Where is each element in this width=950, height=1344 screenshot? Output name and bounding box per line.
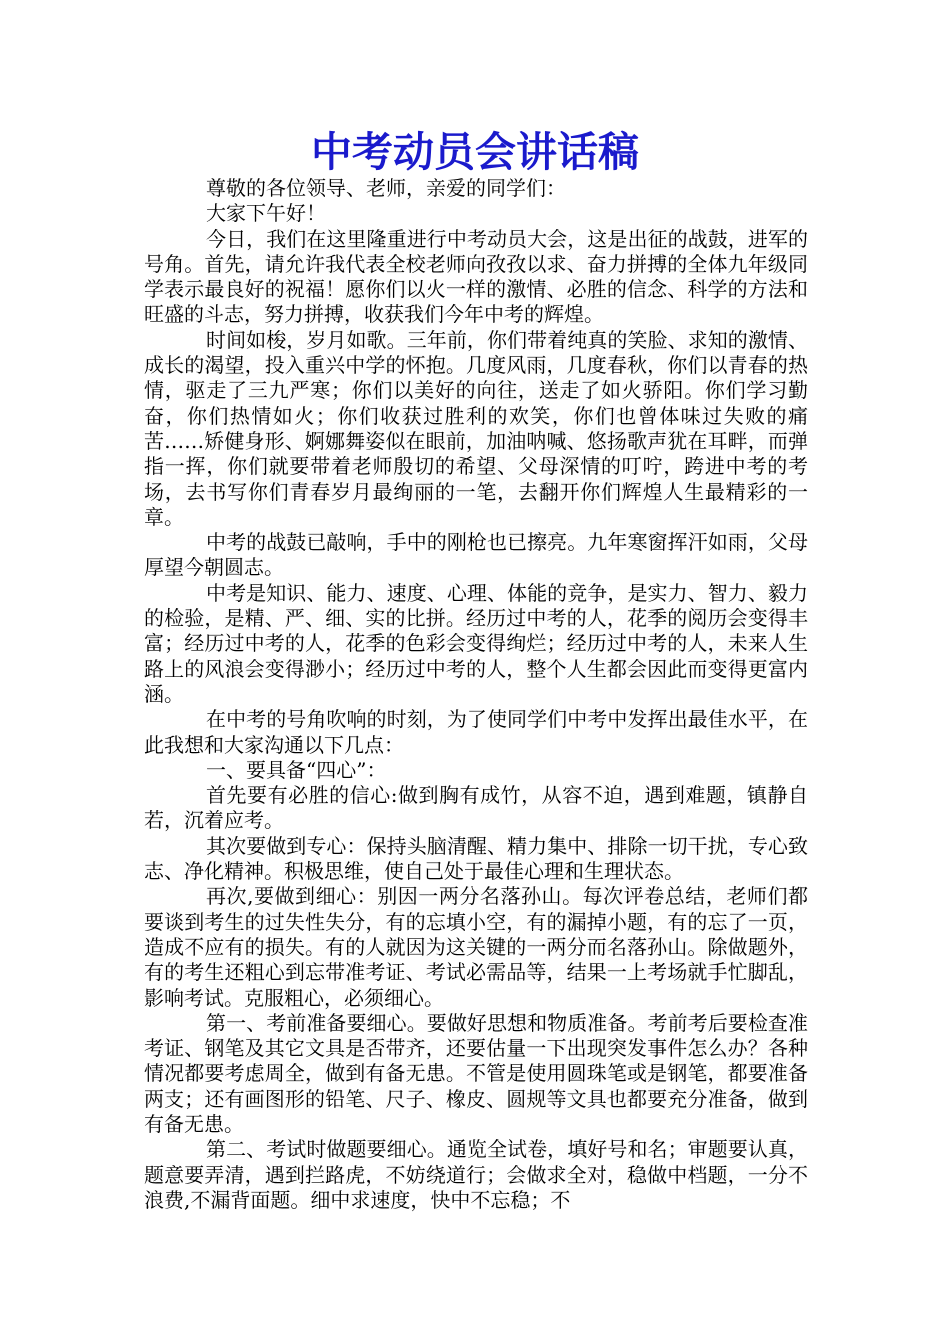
document-title: 中考动员会讲话稿 bbox=[311, 128, 639, 176]
paragraph: 第一、考前准备要细心。要做好思想和物质准备。考前考后要检查准考证、钢笔及其它文具是否带齐，还要估量一下出现突发事件怎么办？各种情况都要考虑周全，做到有备无患。不管是使用圆珠笔或是钢笔，都要准备两支；还有画图形的铅笔、尺子、橡皮、圆规等文具也都要充分准备，做到有备无患。 bbox=[144, 1010, 808, 1136]
salutation: 尊敬的各位领导、老师，亲爱的同学们： bbox=[206, 176, 566, 200]
greeting: 大家下午好！ bbox=[206, 201, 326, 226]
paragraph: 在中考的号角吹响的时刻，为了使同学们中考中发挥出最佳水平，在此我想和大家沟通以下几点： bbox=[144, 707, 808, 757]
paragraph: 其次要做到专心：保持头脑清醒、精力集中、排除一切干扰，专心致志、净化精神。积极思维，使自己处于最佳心理和生理状态。 bbox=[144, 833, 808, 884]
paragraph: 中考的战鼓已敲响，手中的刚枪也已擦亮。九年寒窗挥汗如雨，父母厚望今朝圆志。 bbox=[144, 530, 808, 580]
paragraph: 时间如梭，岁月如歌。三年前，你们带着纯真的笑脸、求知的激情、成长的渴望，投入重兴中学的怀抱。几度风雨，几度春秋，你们以青春的热情，驱走了三九严寒；你们以美好的向往，送走了如火骄阳。你们学习勤奋，你们热情如火；你们收获过胜利的欢笑，你们也曾体味过失败的痛苦……矫健身形、婀娜舞姿似在眼前，加油呐喊、悠扬歌声犹在耳畔，而弹指一挥，你们就要带着老师殷切的希望、父母深情的叮咛，跨进中考的考场，去书写你们青春岁月最绚丽的一笔，去翻开你们辉煌人生最精彩的一章。 bbox=[144, 327, 808, 529]
section-heading: 一、要具备“四心”： bbox=[206, 757, 387, 782]
paragraph: 第二、考试时做题要细心。通览全试卷，填好号和名；审题要认真，题意要弄清，遇到拦路虎，不妨绕道行；会做求全对，稳做中档题，一分不浪费,不漏背面题。细中求速度，快中不忘稳；不 bbox=[144, 1137, 808, 1212]
paragraph: 中考是知识、能力、速度、心理、体能的竞争，是实力、智力、毅力的检验，是精、严、细、实的比拼。经历过中考的人，花季的阅历会变得丰富；经历过中考的人，花季的色彩会变得绚烂；经历过中考的人，未来人生路上的风浪会变得渺小；经历过中考的人，整个人生都会因此而变得更富内涵。 bbox=[144, 580, 808, 706]
paragraph: 再次,要做到细心：别因一两分名落孙山。每次评卷总结，老师们都要谈到考生的过失性失分，有的忘填小空，有的漏掉小题，有的忘了一页，造成不应有的损失。有的人就因为这关键的一两分而名落孙山。除做题外，有的考生还粗心到忘带准考证、考试必需品等，结果一上考场就手忙脚乱，影响考试。克服粗心，必须细心。 bbox=[144, 884, 808, 1010]
paragraph: 今日，我们在这里隆重进行中考动员大会，这是出征的战鼓，进军的号角。首先，请允许我代表全校老师向孜孜以求、奋力拼搏的全体九年级同学表示最良好的祝福！愿你们以火一样的激情、必胜的信念、科学的方法和旺盛的斗志，努力拼搏，收获我们今年中考的辉煌。 bbox=[144, 226, 808, 327]
document-body bbox=[144, 176, 808, 1213]
paragraph: 首先要有必胜的信心:做到胸有成竹，从容不迫，遇到难题，镇静自若，沉着应考。 bbox=[144, 783, 808, 833]
